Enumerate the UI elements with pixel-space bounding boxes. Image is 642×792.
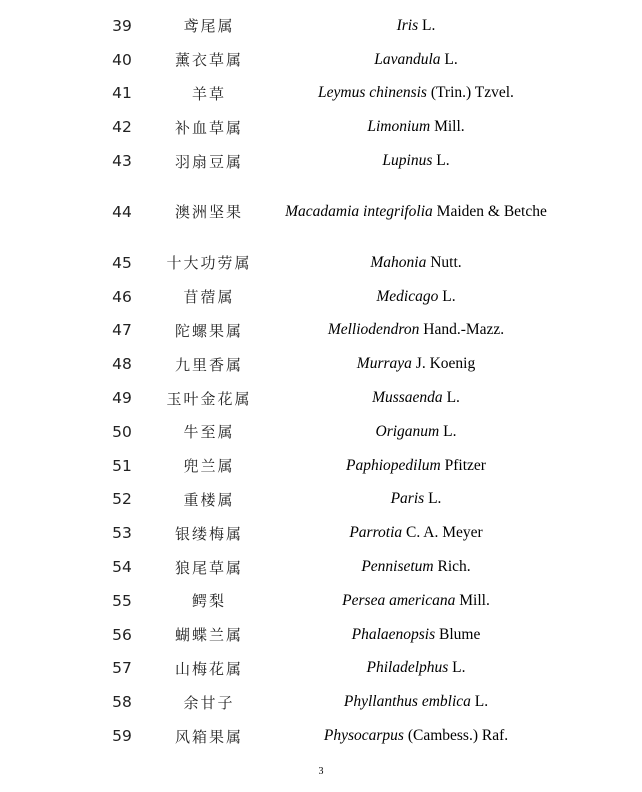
chinese-name: 十大功劳属 (166, 254, 252, 273)
scientific-name (270, 449, 562, 483)
row-number: 45 (112, 253, 132, 272)
table-row (0, 516, 642, 550)
row-number: 54 (112, 558, 132, 577)
row-number: 40 (112, 50, 132, 69)
row-number: 49 (112, 389, 132, 408)
scientific-name (270, 685, 562, 719)
chinese-name: 九里香属 (174, 355, 243, 374)
table-row (0, 110, 642, 144)
scientific-name (270, 381, 562, 415)
row-number: 46 (112, 287, 132, 306)
row-number: 58 (112, 693, 132, 712)
scientific-name (270, 144, 562, 178)
row-number: 50 (112, 422, 132, 441)
row-number: 47 (112, 321, 132, 340)
genus-species: Melliodendron (327, 321, 420, 339)
table-row (0, 144, 642, 178)
row-number: 41 (112, 84, 132, 103)
row-number: 43 (112, 152, 132, 171)
scientific-name (270, 314, 562, 348)
table-row (0, 347, 642, 381)
chinese-name: 鸢尾属 (183, 17, 235, 36)
row-number: 53 (112, 524, 132, 543)
table-row (0, 415, 642, 449)
genus-species: Iris (396, 16, 419, 34)
chinese-name: 羽扇豆属 (174, 152, 243, 171)
author: L. (424, 490, 442, 508)
table-row (0, 550, 642, 584)
author: (Cambess.) Raf. (403, 727, 509, 745)
page-number: 3 (318, 766, 324, 777)
table-row (0, 618, 642, 652)
genus-species: Persea americana (342, 591, 456, 609)
scientific-name (270, 280, 562, 314)
author: L. (418, 16, 436, 34)
scientific-name (270, 9, 562, 43)
table-row (0, 652, 642, 686)
genus-species: Limonium (367, 118, 431, 136)
genus-species: Murraya (356, 355, 412, 373)
genus-species: Philadelphus (366, 659, 449, 677)
genus-species: Paris (390, 490, 425, 508)
row-number: 39 (112, 16, 132, 35)
genus-species: Lupinus (382, 152, 433, 170)
author: L. (439, 422, 457, 440)
author: Rich. (433, 558, 471, 576)
scientific-name (270, 652, 562, 686)
row-number: 56 (112, 625, 132, 644)
row-number: 42 (112, 118, 132, 137)
author: Mill. (430, 118, 465, 136)
genus-species: Mahonia (370, 253, 427, 271)
scientific-name (270, 618, 562, 652)
author: Blume (435, 625, 481, 643)
chinese-name: 羊草 (191, 84, 226, 103)
chinese-name: 狼尾草属 (174, 558, 243, 577)
author: Pfitzer (440, 456, 486, 474)
table-row (0, 178, 642, 246)
row-number: 55 (112, 591, 132, 610)
chinese-name: 牛至属 (183, 423, 235, 442)
chinese-name: 蝴蝶兰属 (174, 626, 243, 645)
chinese-name: 兜兰属 (183, 457, 235, 476)
author: Nutt. (426, 253, 462, 271)
chinese-name: 山梅花属 (174, 659, 243, 678)
table-row (0, 77, 642, 111)
author: J. Koenig (411, 355, 476, 373)
scientific-name (270, 719, 562, 753)
scientific-name (270, 415, 562, 449)
row-number: 48 (112, 355, 132, 374)
scientific-name (270, 110, 562, 144)
chinese-name: 风箱果属 (174, 727, 243, 746)
species-table (0, 9, 642, 753)
author: (Trin.) Tzvel. (426, 84, 514, 102)
table-row (0, 584, 642, 618)
row-number: 57 (112, 659, 132, 678)
row-number: 52 (112, 490, 132, 509)
genus-species: Lavandula (374, 50, 441, 68)
table-row (0, 280, 642, 314)
table-row (0, 449, 642, 483)
genus-species: Leymus chinensis (318, 84, 427, 102)
chinese-name: 苜蓿属 (183, 288, 235, 307)
table-row (0, 43, 642, 77)
genus-species: Physocarpus (323, 727, 404, 745)
chinese-name: 重楼属 (183, 490, 235, 509)
author: Maiden & Betche (432, 202, 547, 220)
scientific-name (270, 43, 562, 77)
chinese-name: 陀螺果属 (174, 321, 243, 340)
genus-species: Macadamia integrifolia (285, 202, 433, 220)
genus-species: Phyllanthus emblica (343, 693, 471, 711)
table-row (0, 381, 642, 415)
chinese-name: 薰衣草属 (174, 51, 243, 70)
scientific-name (270, 584, 562, 618)
author: Hand.-Mazz. (419, 321, 505, 339)
genus-species: Paphiopedilum (346, 456, 441, 474)
author: L. (448, 659, 466, 677)
scientific-name (270, 246, 562, 280)
genus-species: Origanum (375, 422, 440, 440)
row-number: 44 (112, 202, 132, 221)
table-row (0, 483, 642, 517)
chinese-name: 银缕梅属 (174, 524, 243, 543)
scientific-name (270, 516, 562, 550)
genus-species: Medicago (376, 287, 439, 305)
genus-species: Parrotia (349, 524, 403, 542)
author: L. (470, 693, 489, 711)
author: L. (442, 389, 460, 407)
author: Mill. (455, 591, 490, 609)
table-row (0, 9, 642, 43)
chinese-name: 澳洲坚果 (174, 203, 243, 222)
genus-species: Pennisetum (361, 558, 434, 576)
chinese-name: 余甘子 (183, 693, 235, 712)
table-row (0, 246, 642, 280)
table-row (0, 685, 642, 719)
chinese-name: 鳄梨 (191, 592, 226, 611)
scientific-name (270, 178, 562, 246)
author: L. (432, 152, 450, 170)
row-number: 59 (112, 727, 132, 746)
genus-species: Mussaenda (372, 389, 443, 407)
table-row (0, 719, 642, 753)
author: L. (438, 287, 456, 305)
genus-species: Phalaenopsis (351, 625, 436, 643)
scientific-name (270, 550, 562, 584)
author: L. (440, 50, 458, 68)
table-row (0, 314, 642, 348)
chinese-name: 玉叶金花属 (166, 389, 252, 408)
row-number: 51 (112, 456, 132, 475)
scientific-name (270, 77, 562, 111)
scientific-name (270, 347, 562, 381)
chinese-name: 补血草属 (174, 118, 243, 137)
author: C. A. Meyer (402, 524, 483, 542)
scientific-name (270, 483, 562, 517)
